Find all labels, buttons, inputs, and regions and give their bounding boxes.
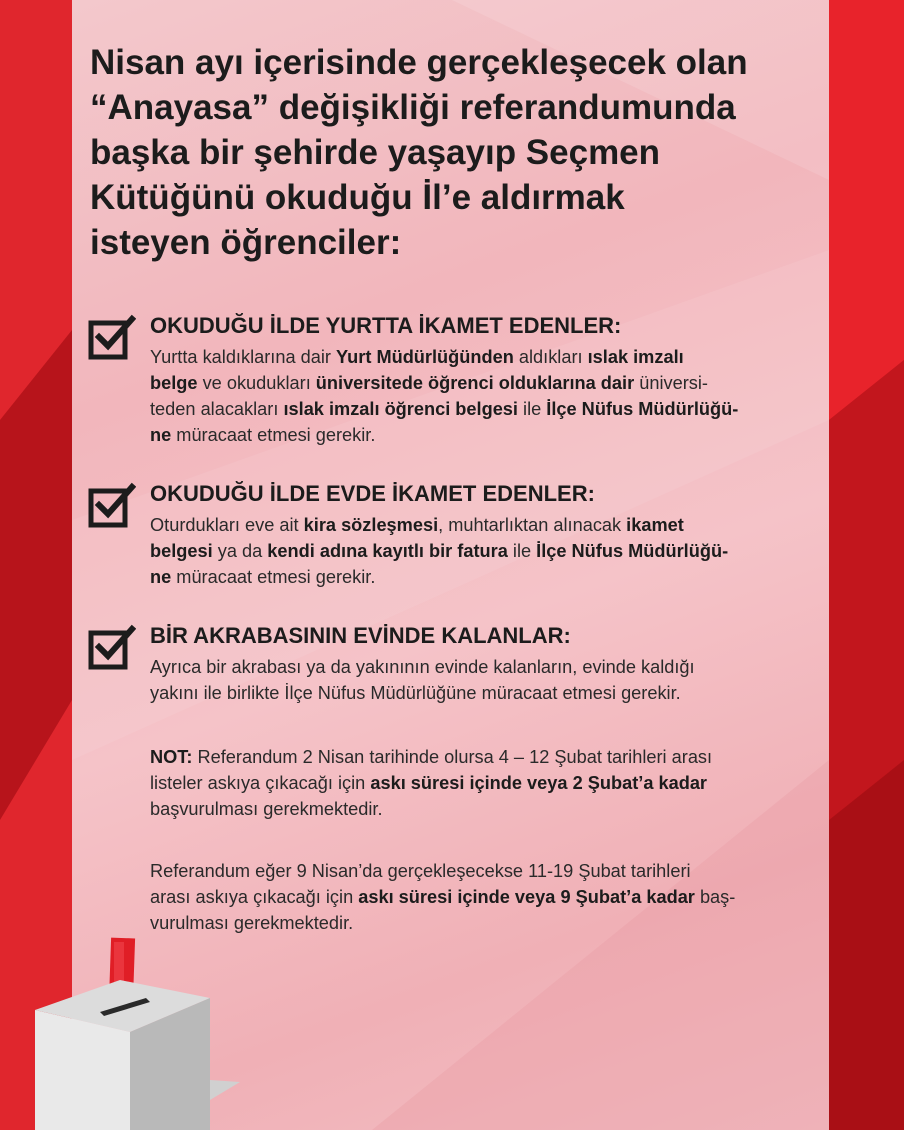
section-heading: OKUDUĞU İLDE EVDE İKAMET EDENLER: — [150, 481, 595, 506]
section-heading: BİR AKRABASININ EVİNDE KALANLAR: — [150, 623, 571, 648]
section-body: Ayrıca bir akrabası ya da yakınının evinde kalanların, evinde kaldığı yakını ile birlikte İlçe Nüfus Müdürlüğüne müracaat etmesi gerekir. — [150, 657, 695, 703]
section-relative — [88, 622, 833, 706]
page-title: Nisan ayı içerisinde gerçekleşecek olan “Anayasa” değişikliği referandumunda başka bir şehirde yaşayıp Seçmen Kütüğünü okuduğu İl’e aldırmak isteyen öğrenciler: — [90, 43, 748, 262]
section-heading: OKUDUĞU İLDE YURTTA İKAMET EDENLER: — [150, 313, 622, 338]
checkbox-checked-icon — [88, 314, 136, 360]
section-body: Yurtta kaldıklarına dair Yurt Müdürlüğünden aldıkları ıslak imzalı belge ve okudukları üniversitede öğrenci olduklarına dair üniversi- teden alacakları ıslak imzalı öğrenci belgesi ile İlçe Nüfus Müdürlüğü- ne müracaat etmesi gerekir. — [150, 347, 739, 445]
section-dormitory — [88, 312, 833, 448]
note-april-2: NOT: Referandum 2 Nisan tarihinde olursa 4 – 12 Şubat tarihleri arası listeler askıya çıkacağı için askı süresi içinde veya 2 Şubat’a kadar başvurulması gerekmektedir. — [150, 747, 713, 819]
section-body: Oturdukları eve ait kira sözleşmesi, muhtarlıktan alınacak ikamet belgesi ya da kendi adına kayıtlı bir fatura ile İlçe Nüfus Müdürlüğü- ne müracaat etmesi gerekir. — [150, 515, 729, 587]
section-home — [88, 480, 833, 590]
note-april-9: Referandum eğer 9 Nisan’da gerçekleşecekse 11-19 Şubat tarihleri arası askıya çıkacağı için askı süresi içinde veya 9 Şubat’a kadar baş- vurulması gerekmektedir. — [150, 861, 736, 933]
ballot-box-icon — [0, 930, 260, 1130]
checkbox-checked-icon — [88, 624, 136, 670]
checkbox-checked-icon — [88, 482, 136, 528]
